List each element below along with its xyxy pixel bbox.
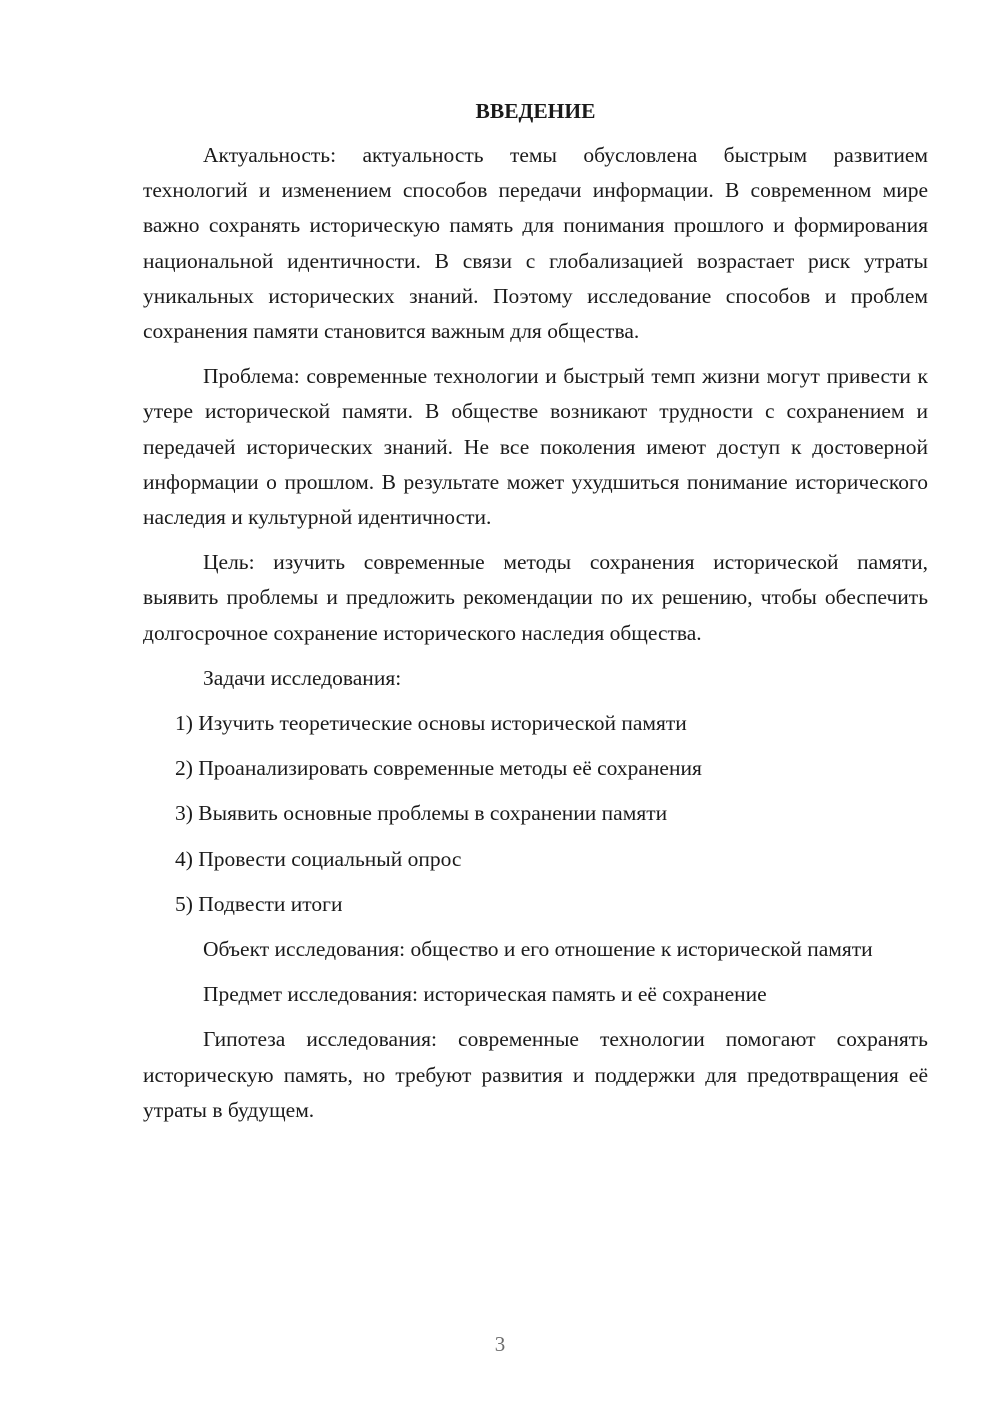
page-number: 3 [494, 1332, 506, 1356]
document-page [143, 94, 928, 1128]
list-item: 3) Выявить основные проблемы в сохранении памяти [175, 801, 668, 826]
page-title: ВВЕДЕНИЕ [475, 99, 596, 123]
relevance-paragraph: Актуальность: актуальность темы обусловлена быстрым развитием технологий и изменением способов передачи информации. В современном мире важно сохранять историческую память для понимания прошлого и формирования национальной идентичности. В связи с глобализацией возрастает риск утраты уникальных исторических знаний. Поэтому исследование способов и проблем сохранения памяти становится важным для общества. [143, 143, 928, 344]
task-list [143, 706, 928, 922]
tasks-heading: Задачи исследования: [203, 665, 402, 690]
goal-paragraph: Цель: изучить современные методы сохранения исторической памяти, выявить проблемы и предложить рекомендации по их решению, чтобы обеспечить долгосрочное сохранение исторического наследия общества. [143, 550, 928, 645]
list-item: 4) Провести социальный опрос [175, 846, 462, 871]
subject-paragraph: Предмет исследования: историческая память и её сохранение [203, 982, 767, 1007]
list-item: 2) Проанализировать современные методы её сохранения [175, 756, 702, 781]
list-item: 1) Изучить теоретические основы исторической памяти [175, 711, 687, 736]
problem-paragraph: Проблема: современные технологии и быстрый темп жизни могут привести к утере исторической памяти. В обществе возникают трудности с сохранением и передачей исторических знаний. Не все поколения имеют доступ к достоверной информации о прошлом. В результате может ухудшиться понимание исторического наследия и культурной идентичности. [143, 364, 928, 530]
object-paragraph: Объект исследования: общество и его отношение к исторической памяти [203, 937, 873, 962]
list-item: 5) Подвести итоги [175, 891, 343, 916]
hypothesis-paragraph: Гипотеза исследования: современные технологии помогают сохранять историческую память, но требуют развития и поддержки для предотвращения её утраты в будущем. [143, 1027, 928, 1122]
